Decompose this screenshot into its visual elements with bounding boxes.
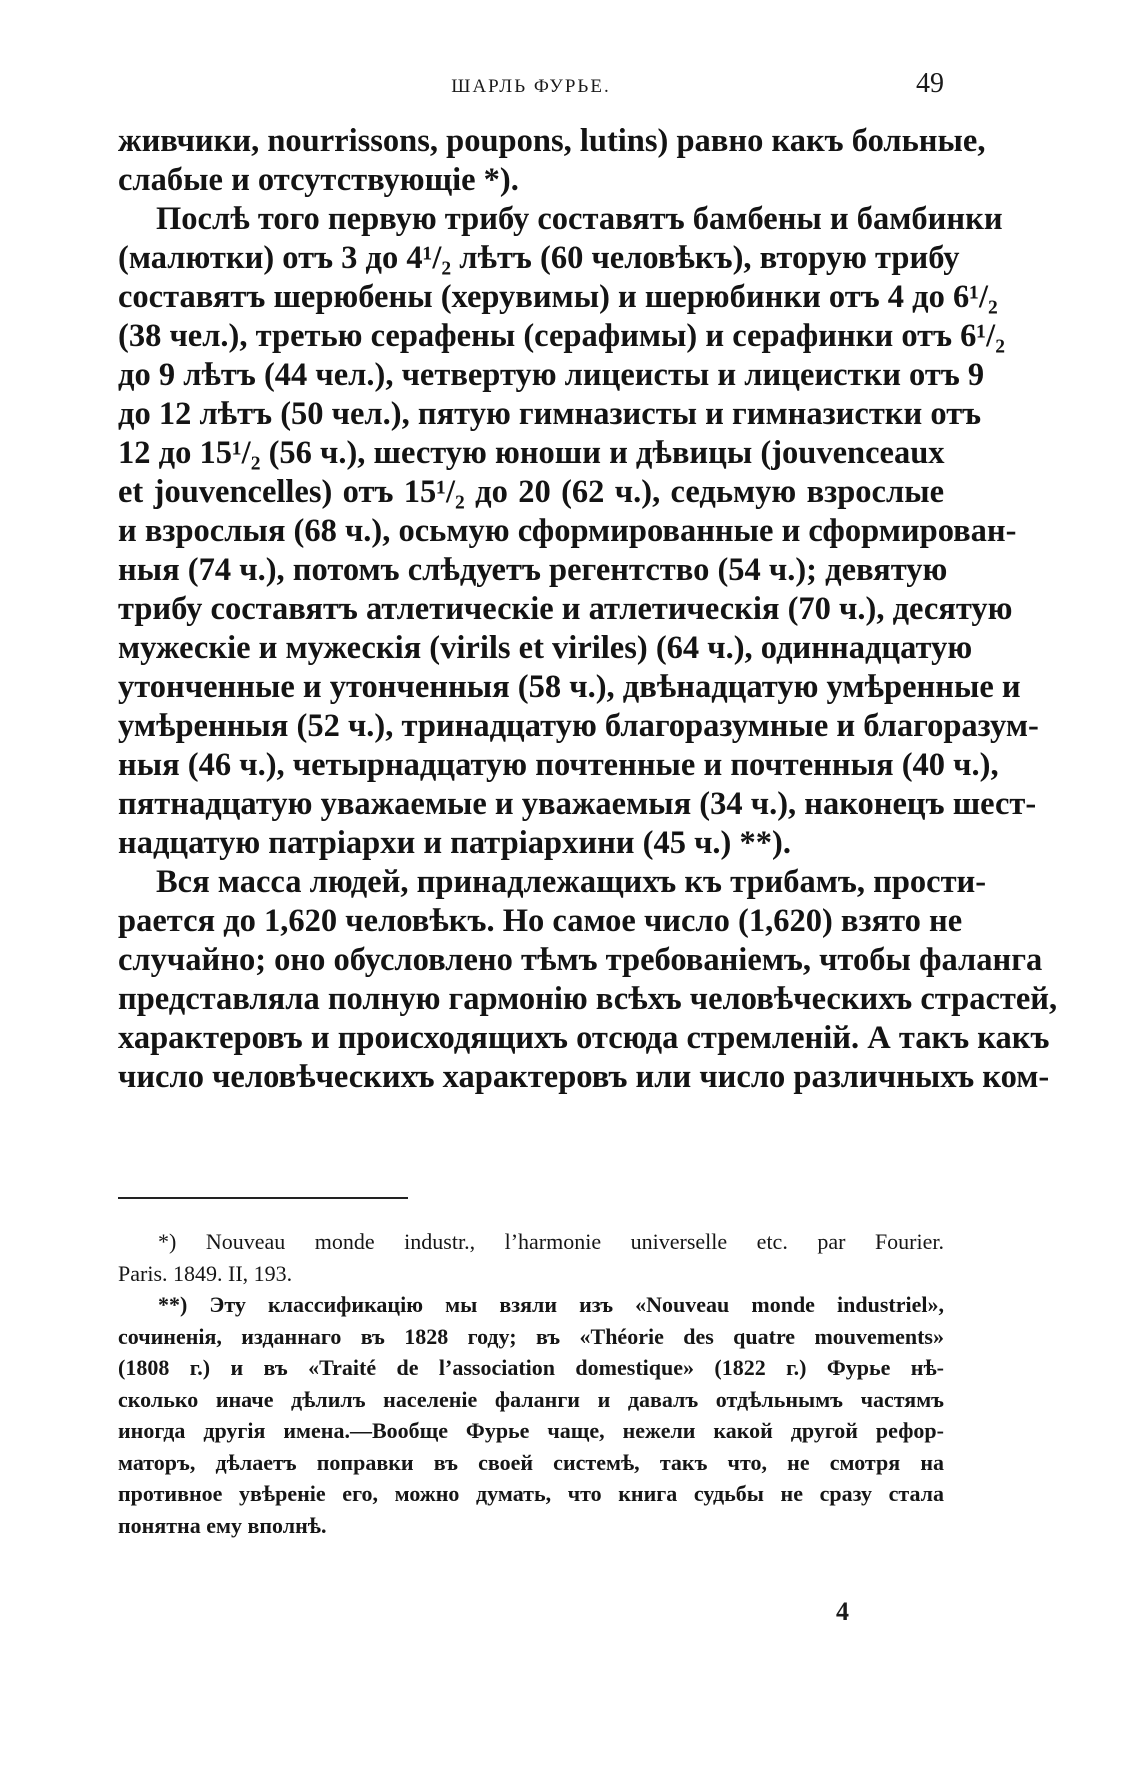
text-line: характеровъ и происходящихъ отсюда стремленій. А такъ какъ (118, 1020, 1050, 1056)
text-line: рается до 1,620 человѣкъ. Но самое число (1,620) взято не (118, 903, 963, 939)
text-line: (38 чел.), третью серафены (серафимы) и серафинки отъ 6¹/₂ (118, 318, 1005, 354)
text-line: до 9 лѣтъ (44 чел.), четвертую лицеисты и лицеистки отъ 9 (118, 357, 985, 393)
text-line: и взрослыя (68 ч.), осьмую сформированные и сформирован- (118, 513, 1017, 549)
footnote-line: маторъ, дѣлаетъ поправки въ своей системѣ, такъ что, не смотря на (118, 1449, 944, 1475)
footnotes (118, 1226, 944, 1541)
text-line: до 12 лѣтъ (50 чел.), пятую гимназисты и гимназистки отъ (118, 396, 982, 432)
text-line: Вся масса людей, принадлежащихъ къ трибамъ, прости- (156, 864, 987, 900)
text-line: представляла полную гармонію всѣхъ человѣческихъ страстей, (118, 981, 1058, 1017)
text-line: случайно; оно обусловлено тѣмъ требованіемъ, чтобы фаланга (118, 942, 1043, 978)
text-line: утонченные и утонченныя (58 ч.), двѣнадцатую умѣренные и (118, 669, 1021, 705)
text-line: 12 до 15¹/₂ (56 ч.), шестую юноши и дѣвицы (jouvenceaux (118, 435, 945, 471)
text-line: пятнадцатую уважаемые и уважаемыя (34 ч.), наконецъ шест- (118, 786, 1037, 822)
footnote-line: Paris. 1849. II, 193. (118, 1260, 293, 1286)
text-line: составятъ шерюбены (херувимы) и шерюбинки отъ 4 до 6¹/₂ (118, 279, 998, 315)
text-line: трибу составятъ атлетическіе и атлетическія (70 ч.), десятую (118, 591, 1013, 627)
footnote-line: сочиненія, изданнаго въ 1828 году; въ «Théorie des quatre mouvements» (118, 1323, 944, 1349)
text-line: живчики, nourrissons, poupons, lutins) равно какъ больные, (118, 123, 986, 159)
footnote-line: (1808 г.) и въ «Traité de l’association domestique» (1822 г.) Фурье нѣ- (118, 1355, 944, 1380)
signature-mark: 4 (836, 1597, 849, 1626)
text-line: умѣренныя (52 ч.), тринадцатую благоразумные и благоразум- (118, 708, 1039, 744)
text-line: et jouvencelles) отъ 15¹/₂ до 20 (62 ч.), седьмую взрослые (118, 474, 944, 510)
footnote-line: **) Эту классификацію мы взяли изъ «Nouveau monde industriel», (158, 1292, 944, 1317)
text-line: слабые и отсутствующіе *). (118, 162, 519, 198)
text-line: ныя (74 ч.), потомъ слѣдуетъ регентство (54 ч.); девятую (118, 552, 948, 588)
footnote-line: противное увѣреніе его, можно думать, что книга судьбы не сразу стала (118, 1481, 944, 1506)
text-line: надцатую патріархи и патріархини (45 ч.) **). (118, 825, 791, 861)
footnote-line: понятна ему вполнѣ. (118, 1512, 327, 1538)
page-header (118, 68, 944, 108)
page-number: 49 (916, 68, 944, 99)
text-line: (малютки) отъ 3 до 4¹/₂ лѣтъ (60 человѣкъ), вторую трибу (118, 240, 960, 276)
footnote-line: *) Nouveau monde industr., l’harmonie universelle etc. par Fourier. (158, 1229, 944, 1254)
footnote-line: сколько иначе дѣлилъ населеніе фаланги и давалъ отдѣльнымъ частямъ (118, 1386, 944, 1412)
text-line: число человѣческихъ характеровъ или число различныхъ ком- (118, 1059, 1050, 1095)
footnote-divider (118, 1197, 408, 1199)
text-line: мужескіе и мужескія (virils et viriles) (64 ч.), одиннадцатую (118, 630, 973, 666)
text-line: Послѣ того первую трибу составятъ бамбены и бамбинки (156, 201, 1003, 237)
footnote-line: иногда другія имена.—Вообще Фурье чаще, нежели какой другой рефор- (118, 1418, 944, 1443)
text-line: ныя (46 ч.), четырнадцатую почтенные и почтенныя (40 ч.), (118, 747, 999, 783)
main-text (118, 122, 1058, 1097)
running-title: ШАРЛЬ ФУРЬЕ. (451, 76, 611, 97)
